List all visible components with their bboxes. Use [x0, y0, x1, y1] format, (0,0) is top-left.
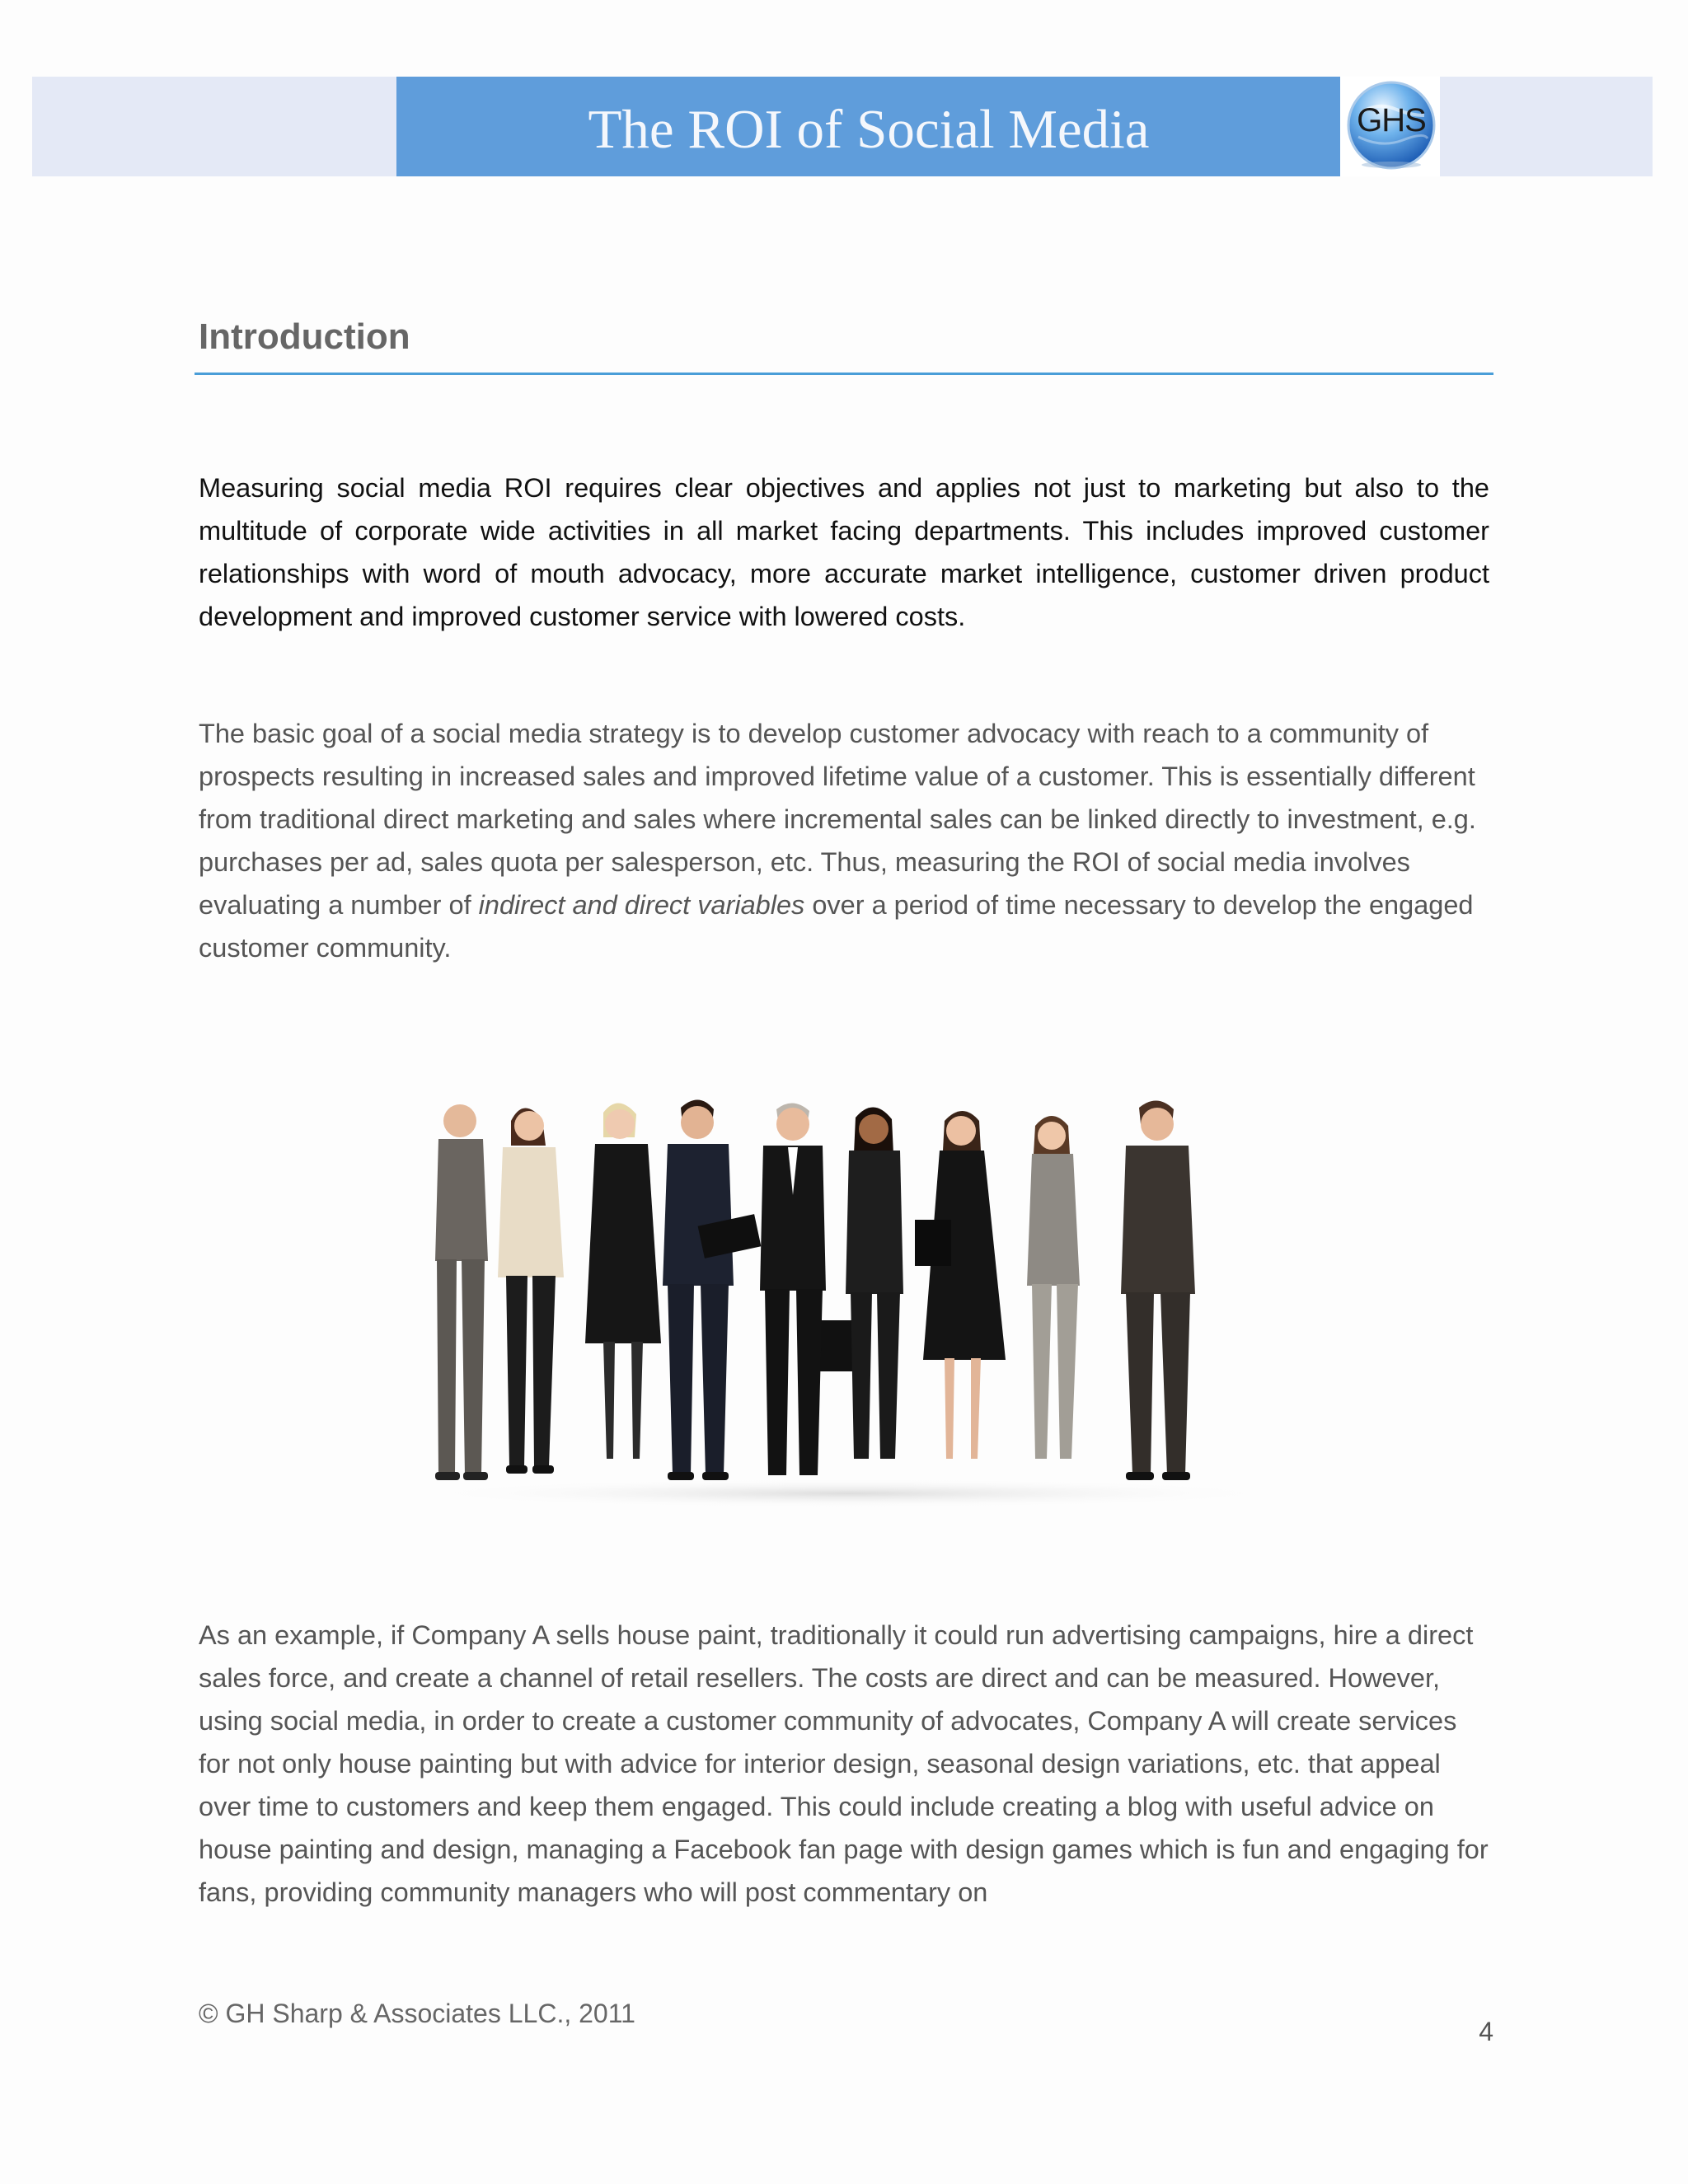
business-people-image — [387, 1096, 1311, 1508]
copyright-notice: © GH Sharp & Associates LLC., 2011 — [199, 1999, 635, 2028]
paragraph-2-text-start: The basic goal of a social media strategy is to develop customer advocacy with reach to a community of prospects resulting in increased sales and improved lifetime value of a customer. This is essentially different from traditional direct marketing and sales where incremental sales can be linked directly to investment, e.g. purchases per ad, sales quota per salesperson, etc. Thus, measuring the ROI of social media involves evaluating a number of — [199, 719, 1476, 920]
intro-paragraph-1: Measuring social media ROI requires clear objectives and applies not just to marketing but also to the multitude of corporate wide activities in all market facing departments. This includes improved customer relationships with word of mouth advocacy, more accurate market intelligence, customer driven product development and improved customer service with lowered costs. — [199, 473, 1489, 631]
paragraph-2-italic-phrase: indirect and direct variables — [478, 890, 805, 920]
document-title: The ROI of Social Media — [588, 99, 1150, 160]
section-heading: Introduction — [199, 316, 410, 357]
intro-paragraph-2 — [199, 712, 1489, 969]
heading-divider — [195, 373, 1493, 375]
intro-paragraph-3: As an example, if Company A sells house paint, traditionally it could run advertising campaigns, hire a direct sales force, and create a channel of retail resellers. The costs are direct and can be measured. However, using social media, in order to create a customer community of advocates, Company A will create services for not only house painting but with advice for interior design, seasonal design variations, etc. that appeal over time to customers and keep them engaged. This could include creating a blog with useful advice on house painting and design, managing a Facebook fan page with design games which is fun and engaging for fans, providing community managers who will post commentary on — [199, 1620, 1489, 1907]
paragraph-2-text-end: over a period of time necessary to develop the engaged customer community. — [199, 890, 1474, 963]
logo-text: GHS — [1357, 102, 1426, 138]
page-number: 4 — [1479, 2017, 1493, 2046]
